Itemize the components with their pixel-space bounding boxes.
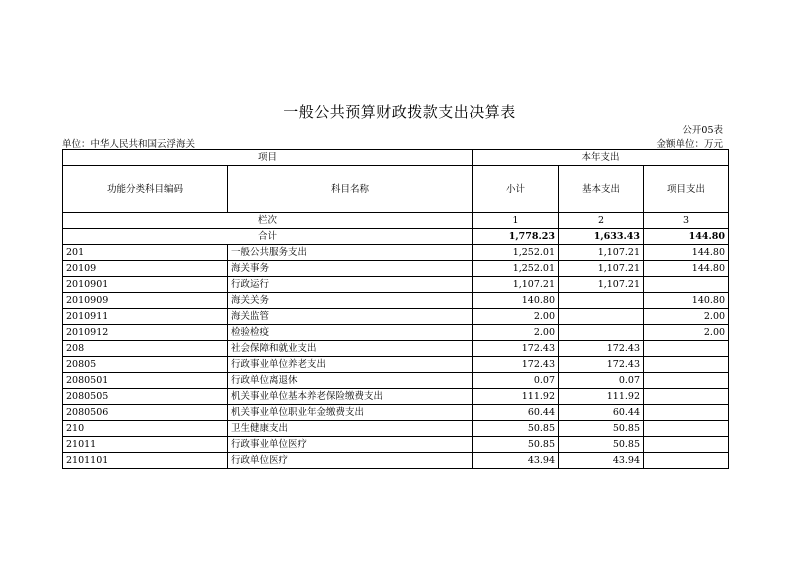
row-name: 行政单位离退休: [228, 373, 473, 389]
header-row-2: [63, 166, 729, 213]
total-subtotal: 1,778.23: [473, 229, 559, 245]
total-label: 合计: [63, 229, 473, 245]
row-name: 行政单位医疗: [228, 453, 473, 469]
table-row: [63, 261, 729, 277]
col-number-3: 3: [644, 213, 729, 229]
row-subtotal: 111.92: [473, 389, 559, 405]
table-row: [63, 277, 729, 293]
row-code: 20109: [63, 261, 228, 277]
row-subtotal: 1,252.01: [473, 261, 559, 277]
row-code: 2010909: [63, 293, 228, 309]
row-subtotal: 2.00: [473, 309, 559, 325]
table-row: [63, 453, 729, 469]
page-title: 一般公共预算财政拨款支出决算表: [283, 103, 516, 121]
row-name: 行政运行: [228, 277, 473, 293]
row-project: 140.80: [644, 293, 729, 309]
row-basic: 1,107.21: [559, 277, 644, 293]
row-code: 210: [63, 421, 228, 437]
row-project: 144.80: [644, 261, 729, 277]
table-row: [63, 389, 729, 405]
row-code: 2010901: [63, 277, 228, 293]
total-basic: 1,633.43: [559, 229, 644, 245]
header-year-expense: 本年支出: [473, 150, 729, 166]
row-subtotal: 172.43: [473, 341, 559, 357]
row-code: 20805: [63, 357, 228, 373]
row-subtotal: 50.85: [473, 421, 559, 437]
row-basic: 1,107.21: [559, 245, 644, 261]
row-code: 208: [63, 341, 228, 357]
row-project: [644, 453, 729, 469]
amount-unit: 金额单位：万元: [656, 139, 723, 150]
col-number-1: 1: [473, 213, 559, 229]
header-project: 项目支出: [644, 166, 729, 213]
row-code: 2010912: [63, 325, 228, 341]
total-project: 144.80: [644, 229, 729, 245]
table-row: [63, 325, 729, 341]
col-number-2: 2: [559, 213, 644, 229]
row-basic: [559, 293, 644, 309]
total-row: [63, 229, 729, 245]
header-basic: 基本支出: [559, 166, 644, 213]
row-basic: [559, 325, 644, 341]
row-name: 行政事业单位养老支出: [228, 357, 473, 373]
row-name: 社会保障和就业支出: [228, 341, 473, 357]
row-name: 卫生健康支出: [228, 421, 473, 437]
table-row: [63, 437, 729, 453]
table-row: [63, 309, 729, 325]
reporting-unit: 单位：中华人民共和国云浮海关: [62, 139, 196, 150]
row-project: 2.00: [644, 309, 729, 325]
row-project: [644, 357, 729, 373]
row-name: 机关事业单位基本养老保险缴费支出: [228, 389, 473, 405]
row-code: 2080506: [63, 405, 228, 421]
row-basic: 60.44: [559, 405, 644, 421]
row-code: 2080505: [63, 389, 228, 405]
table-row: [63, 341, 729, 357]
row-basic: 0.07: [559, 373, 644, 389]
row-name: 行政事业单位医疗: [228, 437, 473, 453]
table-row: [63, 421, 729, 437]
row-project: [644, 405, 729, 421]
row-project: [644, 373, 729, 389]
row-basic: 111.92: [559, 389, 644, 405]
row-project: [644, 389, 729, 405]
row-project: [644, 277, 729, 293]
row-code: 2080501: [63, 373, 228, 389]
row-name: 一般公共服务支出: [228, 245, 473, 261]
table-row: [63, 245, 729, 261]
table-row: [63, 405, 729, 421]
row-name: 海关监管: [228, 309, 473, 325]
row-name: 机关事业单位职业年金缴费支出: [228, 405, 473, 421]
row-subtotal: 140.80: [473, 293, 559, 309]
row-subtotal: 0.07: [473, 373, 559, 389]
row-project: [644, 437, 729, 453]
row-project: 2.00: [644, 325, 729, 341]
expenditure-table: [62, 149, 729, 469]
row-project: [644, 341, 729, 357]
row-number-label: 栏次: [63, 213, 473, 229]
row-name: 海关事务: [228, 261, 473, 277]
row-code: 2010911: [63, 309, 228, 325]
header-name: 科目名称: [228, 166, 473, 213]
row-number-row: [63, 213, 729, 229]
row-basic: 172.43: [559, 341, 644, 357]
row-name: 海关关务: [228, 293, 473, 309]
row-code: 2101101: [63, 453, 228, 469]
row-subtotal: 50.85: [473, 437, 559, 453]
header-row-1: [63, 150, 729, 166]
table-row: [63, 293, 729, 309]
row-basic: [559, 309, 644, 325]
row-code: 201: [63, 245, 228, 261]
row-basic: 172.43: [559, 357, 644, 373]
row-subtotal: 1,252.01: [473, 245, 559, 261]
row-basic: 1,107.21: [559, 261, 644, 277]
row-basic: 50.85: [559, 421, 644, 437]
row-subtotal: 60.44: [473, 405, 559, 421]
form-number: 公开05表: [682, 125, 723, 136]
table-row: [63, 357, 729, 373]
row-project: [644, 421, 729, 437]
row-subtotal: 2.00: [473, 325, 559, 341]
header-code: 功能分类科目编码: [63, 166, 228, 213]
row-subtotal: 43.94: [473, 453, 559, 469]
row-code: 21011: [63, 437, 228, 453]
row-name: 检验检疫: [228, 325, 473, 341]
row-basic: 50.85: [559, 437, 644, 453]
row-subtotal: 1,107.21: [473, 277, 559, 293]
header-item: 项目: [63, 150, 473, 166]
row-basic: 43.94: [559, 453, 644, 469]
header-subtotal: 小计: [473, 166, 559, 213]
table-row: [63, 373, 729, 389]
row-subtotal: 172.43: [473, 357, 559, 373]
row-project: 144.80: [644, 245, 729, 261]
